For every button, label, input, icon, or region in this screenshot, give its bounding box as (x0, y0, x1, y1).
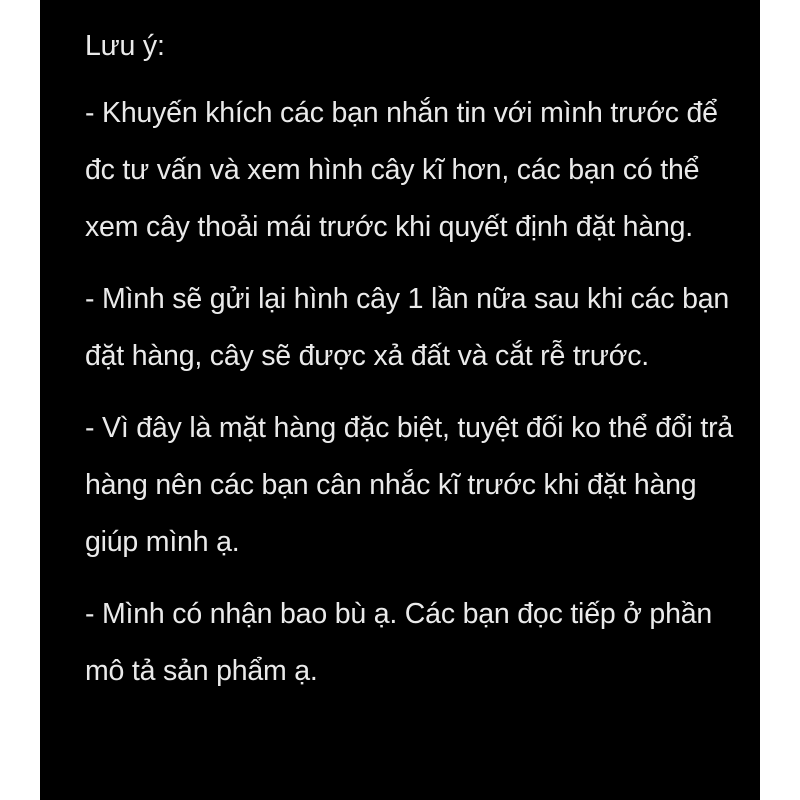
note-text-block (85, 18, 745, 715)
note-paragraph-2: - Mình sẽ gửi lại hình cây 1 lần nữa sau khi các bạn đặt hàng, cây sẽ được xả đất và cắt rễ trước. (85, 283, 730, 372)
note-screenshot-panel (40, 0, 760, 800)
note-paragraph-3: - Vì đây là mặt hàng đặc biệt, tuyệt đối ko thể đổi trả hàng nên các bạn cân nhắc kĩ trước khi đặt hàng giúp mình ạ. (85, 412, 734, 558)
note-heading: Lưu ý: (85, 30, 165, 62)
note-paragraph-1: - Khuyến khích các bạn nhắn tin với mình trước để đc tư vấn và xem hình cây kĩ hơn, các bạn có thể xem cây thoải mái trước khi quyết định đặt hàng. (85, 97, 718, 243)
note-paragraph-4: - Mình có nhận bao bù ạ. Các bạn đọc tiếp ở phần mô tả sản phẩm ạ. (85, 598, 713, 687)
